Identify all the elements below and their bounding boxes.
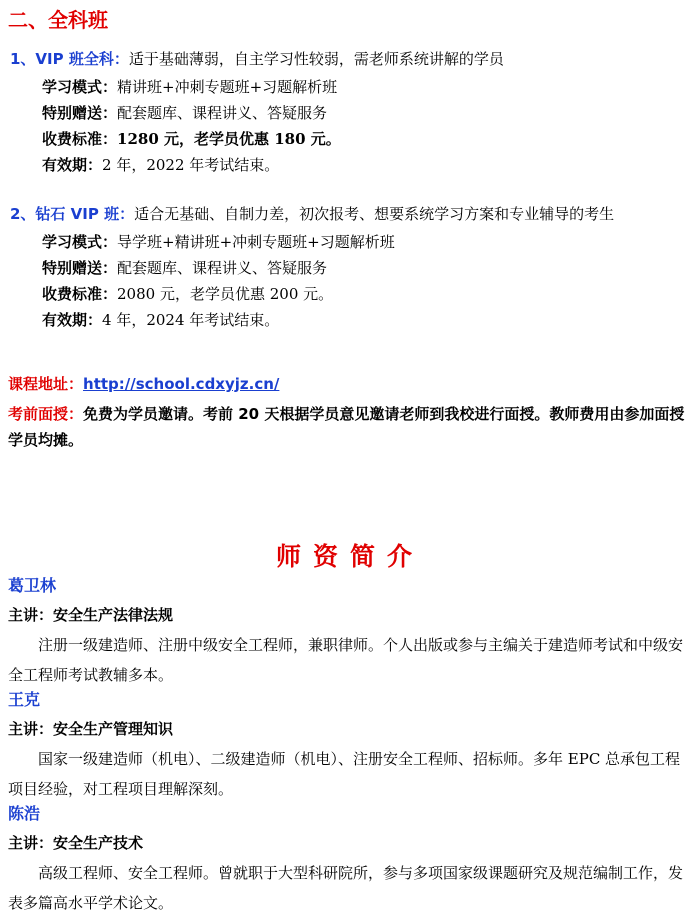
fee-label: 收费标准： (42, 285, 118, 303)
plan-gift (42, 255, 700, 281)
teachers-title: 师资简介 (275, 542, 424, 571)
plan-vip (10, 48, 700, 178)
teacher-bio: 国家一级建造师（机电）、二级建造师（机电）、注册安全工程师、招标师。多年 EPC 总承包工程项目经验，对工程项目理解深刻。 (8, 750, 681, 798)
teacher-bio: 注册一级建造师、注册中级安全工程师，兼职律师。个人出版或参与主编关于建造师考试和中级安全工程师考试教辅多本。 (8, 636, 684, 684)
plan-gift (42, 100, 700, 126)
plan-fee (42, 126, 700, 152)
plan-description: 适合无基础、自制力差，初次报考、想要系统学习方案和专业辅导的考生 (134, 205, 615, 223)
mode-label: 学习模式： (42, 233, 118, 251)
teacher-bio: 高级工程师、安全工程师。曾就职于大型科研院所，参与多项国家级课题研究及规范编制工作，发表多篇高水平学术论文。 (8, 864, 684, 912)
plan-description: 适于基础薄弱，自主学习性较弱，需老师系统讲解的学员 (128, 50, 504, 68)
teacher-subject: 主讲：安全生产法律法规 (8, 606, 174, 624)
face-teach-text: 免费为学员邀请。考前 20 天根据学员意见邀请老师到我校进行面授。教师费用由参加面授学员均摊。 (8, 405, 685, 449)
teacher-subject: 主讲：安全生产技术 (8, 834, 144, 852)
teacher-card (8, 802, 690, 918)
gift-label: 特别赠送： (42, 104, 118, 122)
section-title: 二、全科班 (8, 8, 108, 32)
mode-value: 精讲班+冲刺专题班+习题解析班 (117, 78, 338, 96)
validity-label: 有效期： (42, 156, 103, 174)
plan-diamond-vip (10, 203, 700, 333)
gift-value: 配套题库、课程讲义、答疑服务 (117, 104, 328, 122)
course-url-link[interactable]: http://school.cdxyjz.cn/ (83, 375, 280, 393)
course-url-line (8, 371, 688, 397)
plan-mode (42, 229, 700, 255)
teacher-name: 陈浩 (8, 804, 41, 823)
plan-validity (42, 307, 700, 333)
teacher-card (8, 688, 690, 804)
plan-fee (42, 281, 700, 307)
plan-header (10, 203, 700, 225)
plan-validity (42, 152, 700, 178)
gift-value: 配套题库、课程讲义、答疑服务 (117, 259, 328, 277)
fee-label: 收费标准： (42, 130, 118, 148)
validity-value: 4 年，2024 年考试结束。 (102, 311, 280, 329)
mode-value: 导学班+精讲班+冲刺专题班+习题解析班 (117, 233, 395, 251)
teacher-name: 王克 (8, 690, 41, 709)
fee-value: 2080 元，老学员优惠 200 元。 (117, 285, 334, 303)
validity-label: 有效期： (42, 311, 103, 329)
teacher-card (8, 574, 690, 690)
validity-value: 2 年，2022 年考试结束。 (102, 156, 280, 174)
teacher-name: 葛卫林 (8, 576, 57, 595)
plan-header (10, 48, 700, 70)
course-url-label: 课程地址： (8, 375, 84, 393)
plan-name: 1、VIP 班全科： (10, 50, 129, 68)
gift-label: 特别赠送： (42, 259, 118, 277)
face-teach-block (8, 401, 688, 453)
plan-mode (42, 74, 700, 100)
mode-label: 学习模式： (42, 78, 118, 96)
fee-value: 1280 元，老学员优惠 180 元。 (117, 130, 341, 148)
teacher-subject: 主讲：安全生产管理知识 (8, 720, 174, 738)
face-teach-label: 考前面授： (8, 405, 84, 423)
plan-name: 2、钻石 VIP 班： (10, 205, 135, 223)
